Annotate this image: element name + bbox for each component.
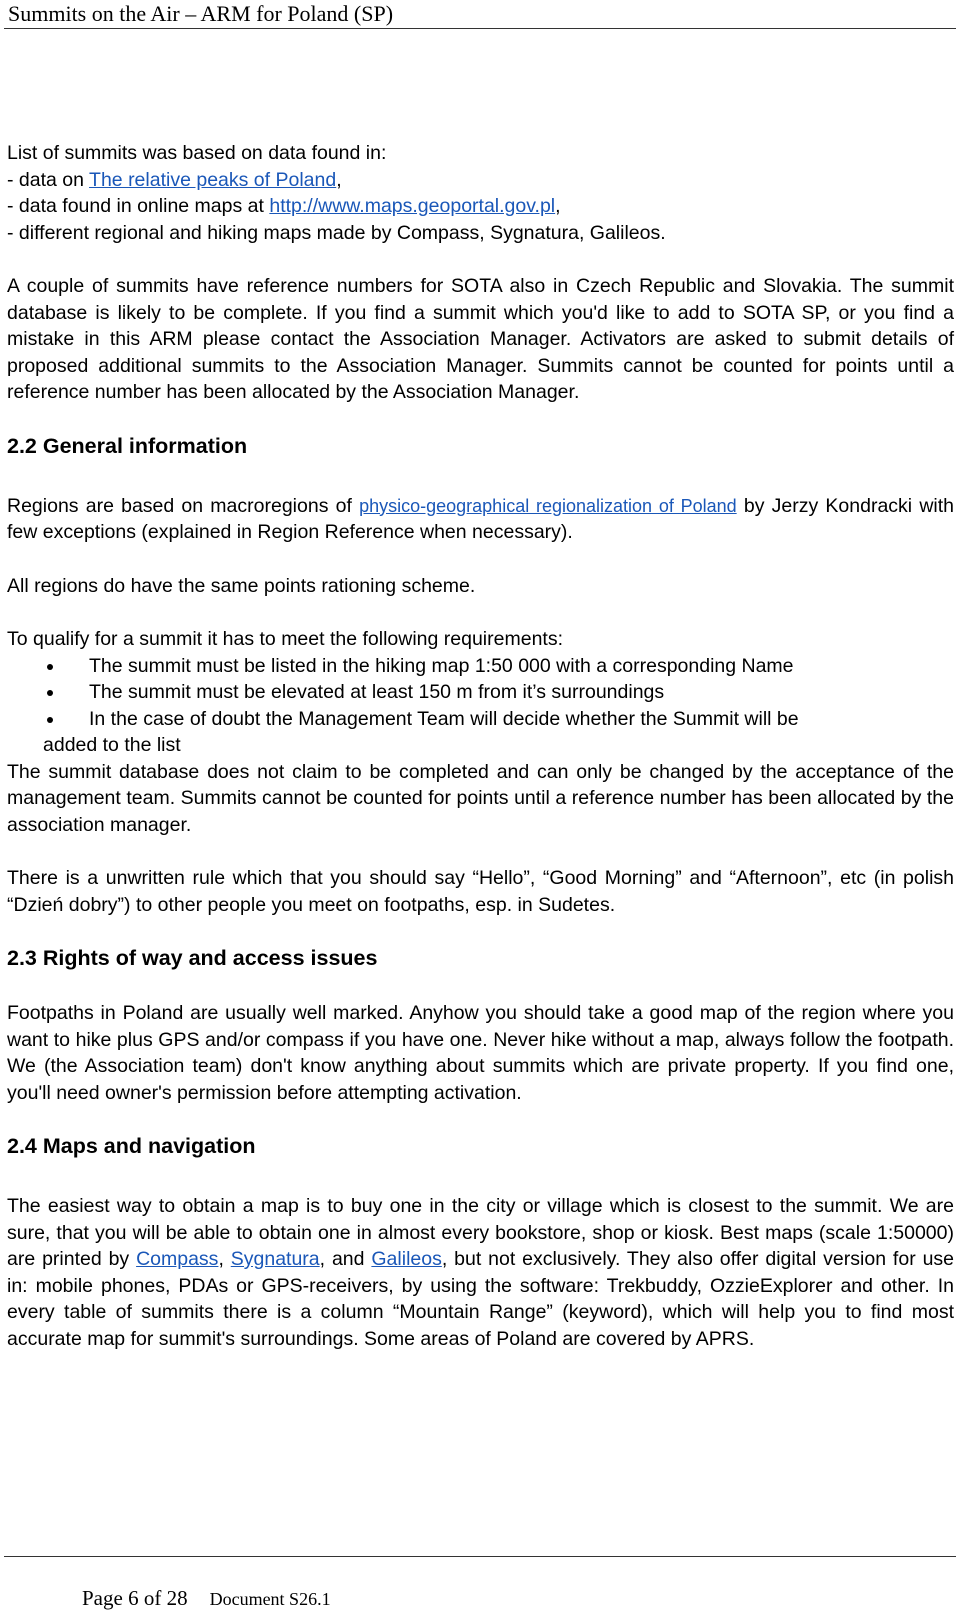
rights-paragraph: Footpaths in Poland are usually well marked. Anyhow you should take a good map of the region where you want to hike plus GPS and/or compass if you have one. Never hike without a map, always follow the footpath. We (the Association team) don't know anything about summits which are private property. If you find one, you'll need owner's permission before attempting activation.	[7, 1002, 954, 1104]
compass-link[interactable]: Compass	[136, 1248, 219, 1270]
geoportal-link[interactable]: http://www.maps.geoportal.gov.pl	[269, 195, 556, 217]
bullet-icon	[47, 664, 53, 670]
page-header: Summits on the Air – ARM for Poland (SP)	[8, 1, 394, 26]
maps-paragraph: The easiest way to obtain a map is to buy one in the city or village which is closest to the summit. We are sure, that you will be able to obtain one in almost every bookstore, shop or kiosk. Best maps (scale 1:50000) are printed by Compass, Sygnatura, and Galileos, but not exclusively. They also offer digital version for use in: mobile phones, PDAs or GPS-receivers, by using the software: Trekbuddy, OzzieExplorer and other. In every table of summits there is a column “Mountain Range” (keyword), which will help you to find most accurate map for summit's surroundings. Some areas of Poland are covered by APRS.	[7, 1195, 955, 1350]
relative-peaks-link[interactable]: The relative peaks of Poland	[89, 168, 337, 191]
header-rule	[4, 28, 956, 29]
list-item: The summit must be listed in the hiking map 1:50 000 with a corresponding Name	[7, 653, 954, 680]
section-heading: 2.2 General information	[7, 433, 248, 458]
section-heading: 2.3 Rights of way and access issues	[7, 946, 378, 970]
footer-rule	[4, 1556, 956, 1557]
page-number: Page 6 of 28	[82, 1586, 188, 1610]
reference-paragraph: A couple of summits have reference numbers for SOTA also in Czech Republic and Slovakia. The summit database is likely to be complete. If you find a summit which you'd like to add to SOTA SP, or you find a mistake in this ARM please contact the Association Manager. Activators are asked to submit details of proposed additional summits to the Association Manager. Summits cannot be counted for points until a reference number has been allocated by the Association Manager.	[7, 275, 954, 403]
bullet-icon	[47, 690, 53, 696]
database-paragraph: The summit database does not claim to be completed and can only be changed by the acceptance of the management team. Summits cannot be counted for points until a reference number has been allocated by the association manager.	[7, 760, 954, 836]
qualify-intro: To qualify for a summit it has to meet the following requirements:	[7, 628, 563, 650]
document-id: Document S26.1	[209, 1589, 331, 1609]
regions-paragraph: Regions are based on macroregions of physico-geographical regionalization of Poland by Jerzy Kondracki with few exceptions (explained in Region Reference when necessary).	[7, 494, 954, 543]
galileos-link[interactable]: Galileos	[371, 1248, 442, 1270]
page-footer	[82, 1586, 331, 1611]
intro-line: - different regional and hiking maps made by Compass, Sygnatura, Galileos.	[7, 221, 666, 244]
requirements-list	[7, 653, 954, 759]
bullet-icon	[47, 717, 53, 723]
list-item: The summit must be elevated at least 150 m from it’s surroundings	[7, 679, 954, 706]
intro-line: - data found in online maps at http://www.maps.geoportal.gov.pl,	[7, 195, 561, 217]
sygnatura-link[interactable]: Sygnatura	[230, 1248, 320, 1270]
list-item: In the case of doubt the Management Team will decide whether the Summit will be added to the list	[43, 707, 799, 756]
section-heading: 2.4 Maps and navigation	[7, 1134, 256, 1158]
intro-line: List of summits was based on data found in:	[7, 142, 387, 164]
unwritten-rule-paragraph: There is a unwritten rule which that you should say “Hello”, “Good Morning” and “Afternoon”, etc (in polish “Dzień dobry”) to other people you meet on footpaths, esp. in Sudetes.	[7, 867, 954, 916]
regionalization-link[interactable]: physico-geographical regionalization of Poland	[359, 495, 737, 516]
intro-line: - data on The relative peaks of Poland,	[7, 168, 342, 191]
points-paragraph: All regions do have the same points rationing scheme.	[7, 574, 476, 597]
document-body	[7, 140, 954, 1352]
